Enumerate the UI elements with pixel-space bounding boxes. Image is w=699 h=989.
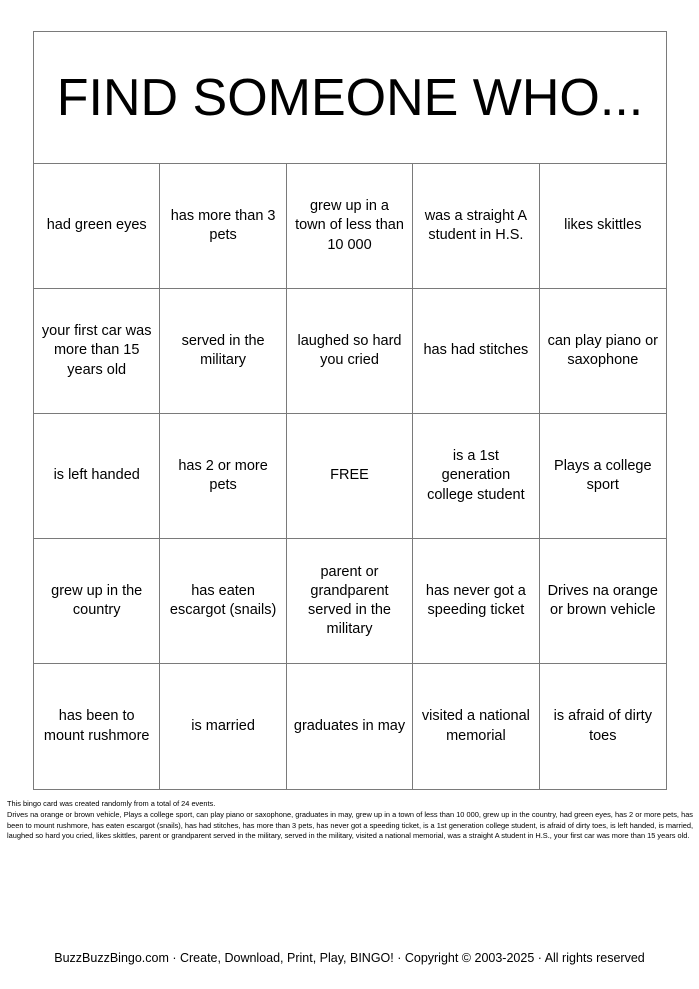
bingo-cell-label: FREE bbox=[330, 467, 369, 484]
bingo-cell-label: served in the military bbox=[181, 332, 265, 368]
fineprint-summary: This bingo card was created randomly from a total of 24 events. bbox=[7, 799, 216, 808]
bingo-cell-label: graduates in may bbox=[293, 717, 406, 734]
bingo-cell[interactable] bbox=[540, 164, 666, 289]
bingo-cell-label: was a straight A student in H.S. bbox=[424, 207, 528, 243]
bingo-cell[interactable] bbox=[160, 289, 286, 414]
bingo-cell-label: has been to mount rushmore bbox=[43, 708, 150, 744]
bingo-cell[interactable] bbox=[540, 539, 666, 664]
site-footer bbox=[0, 951, 699, 965]
bingo-cell-label: your first car was more than 15 years old bbox=[41, 323, 152, 378]
bingo-cell-label: has more than 3 pets bbox=[170, 207, 276, 243]
bingo-cell[interactable] bbox=[540, 414, 666, 539]
bingo-cell[interactable] bbox=[413, 664, 539, 789]
bingo-cell-label: can play piano or saxophone bbox=[547, 332, 659, 368]
bingo-cell-label: grew up in the country bbox=[51, 582, 143, 618]
bingo-cell[interactable] bbox=[413, 164, 539, 289]
bingo-cell-label: had green eyes bbox=[46, 217, 147, 234]
bingo-cell[interactable] bbox=[160, 664, 286, 789]
bingo-cell-label: Plays a college sport bbox=[554, 457, 652, 493]
bingo-cell[interactable] bbox=[160, 164, 286, 289]
bingo-cell-label: has 2 or more pets bbox=[178, 457, 268, 493]
card-title-text: FIND SOMEONE WHO... bbox=[56, 68, 644, 127]
card-title bbox=[34, 32, 666, 164]
bingo-cell-label: visited a national memorial bbox=[421, 708, 530, 744]
bingo-cell[interactable] bbox=[287, 539, 413, 664]
bingo-cell[interactable] bbox=[540, 664, 666, 789]
bingo-cell[interactable] bbox=[413, 539, 539, 664]
bingo-cell[interactable] bbox=[34, 164, 160, 289]
bingo-cell[interactable] bbox=[160, 539, 286, 664]
bingo-cell[interactable] bbox=[34, 289, 160, 414]
bingo-cell-label: laughed so hard you cried bbox=[297, 332, 402, 368]
bingo-cell-label: likes skittles bbox=[564, 217, 642, 234]
bingo-cell[interactable] bbox=[413, 414, 539, 539]
bingo-cell-label: is afraid of dirty toes bbox=[553, 708, 652, 744]
fineprint bbox=[7, 799, 693, 842]
bingo-cell-label: has had stitches bbox=[423, 342, 529, 359]
fineprint-event-list: Drives na orange or brown vehicle, Plays a college sport, can play piano or saxophone, graduates in may, grew up in a town of less than 10 000, grew up in the country, had green eyes, has 2 or more pets, has been to mount rushmore, has eaten escargot (snails), has had stitches, has more than 3 pets, has never got a speeding ticket, is a 1st generation college student, is afraid of dirty toes, is left handed, is married, laughed so hard you cried, likes skittles, parent or grandparent served in the military, served in the military, visited a national memorial, was a straight A student in H.S., your first car was more than 15 years old. bbox=[7, 809, 693, 841]
bingo-cell[interactable] bbox=[34, 539, 160, 664]
bingo-grid bbox=[34, 164, 666, 789]
footer-text: BuzzBuzzBingo.com · Create, Download, Print, Play, BINGO! · Copyright © 2003-2025 · All rights reserved bbox=[54, 951, 645, 965]
bingo-cell-free[interactable] bbox=[287, 414, 413, 539]
bingo-cell[interactable] bbox=[287, 664, 413, 789]
bingo-cell[interactable] bbox=[160, 414, 286, 539]
bingo-cell[interactable] bbox=[34, 414, 160, 539]
bingo-cell[interactable] bbox=[287, 164, 413, 289]
bingo-cell[interactable] bbox=[34, 664, 160, 789]
bingo-cell[interactable] bbox=[287, 289, 413, 414]
bingo-cell-label: has eaten escargot (snails) bbox=[169, 582, 277, 618]
bingo-cell[interactable] bbox=[540, 289, 666, 414]
bingo-cell-label: grew up in a town of less than 10 000 bbox=[295, 198, 404, 253]
bingo-cell-label: has never got a speeding ticket bbox=[425, 582, 526, 618]
bingo-card bbox=[33, 31, 667, 790]
bingo-cell-label: is married bbox=[191, 717, 255, 734]
bingo-cell-label: is a 1st generation college student bbox=[427, 448, 525, 503]
bingo-cell-label: parent or grandparent served in the military bbox=[307, 563, 391, 638]
bingo-cell[interactable] bbox=[413, 289, 539, 414]
bingo-cell-label: is left handed bbox=[53, 467, 140, 484]
bingo-cell-label: Drives na orange or brown vehicle bbox=[547, 582, 658, 618]
